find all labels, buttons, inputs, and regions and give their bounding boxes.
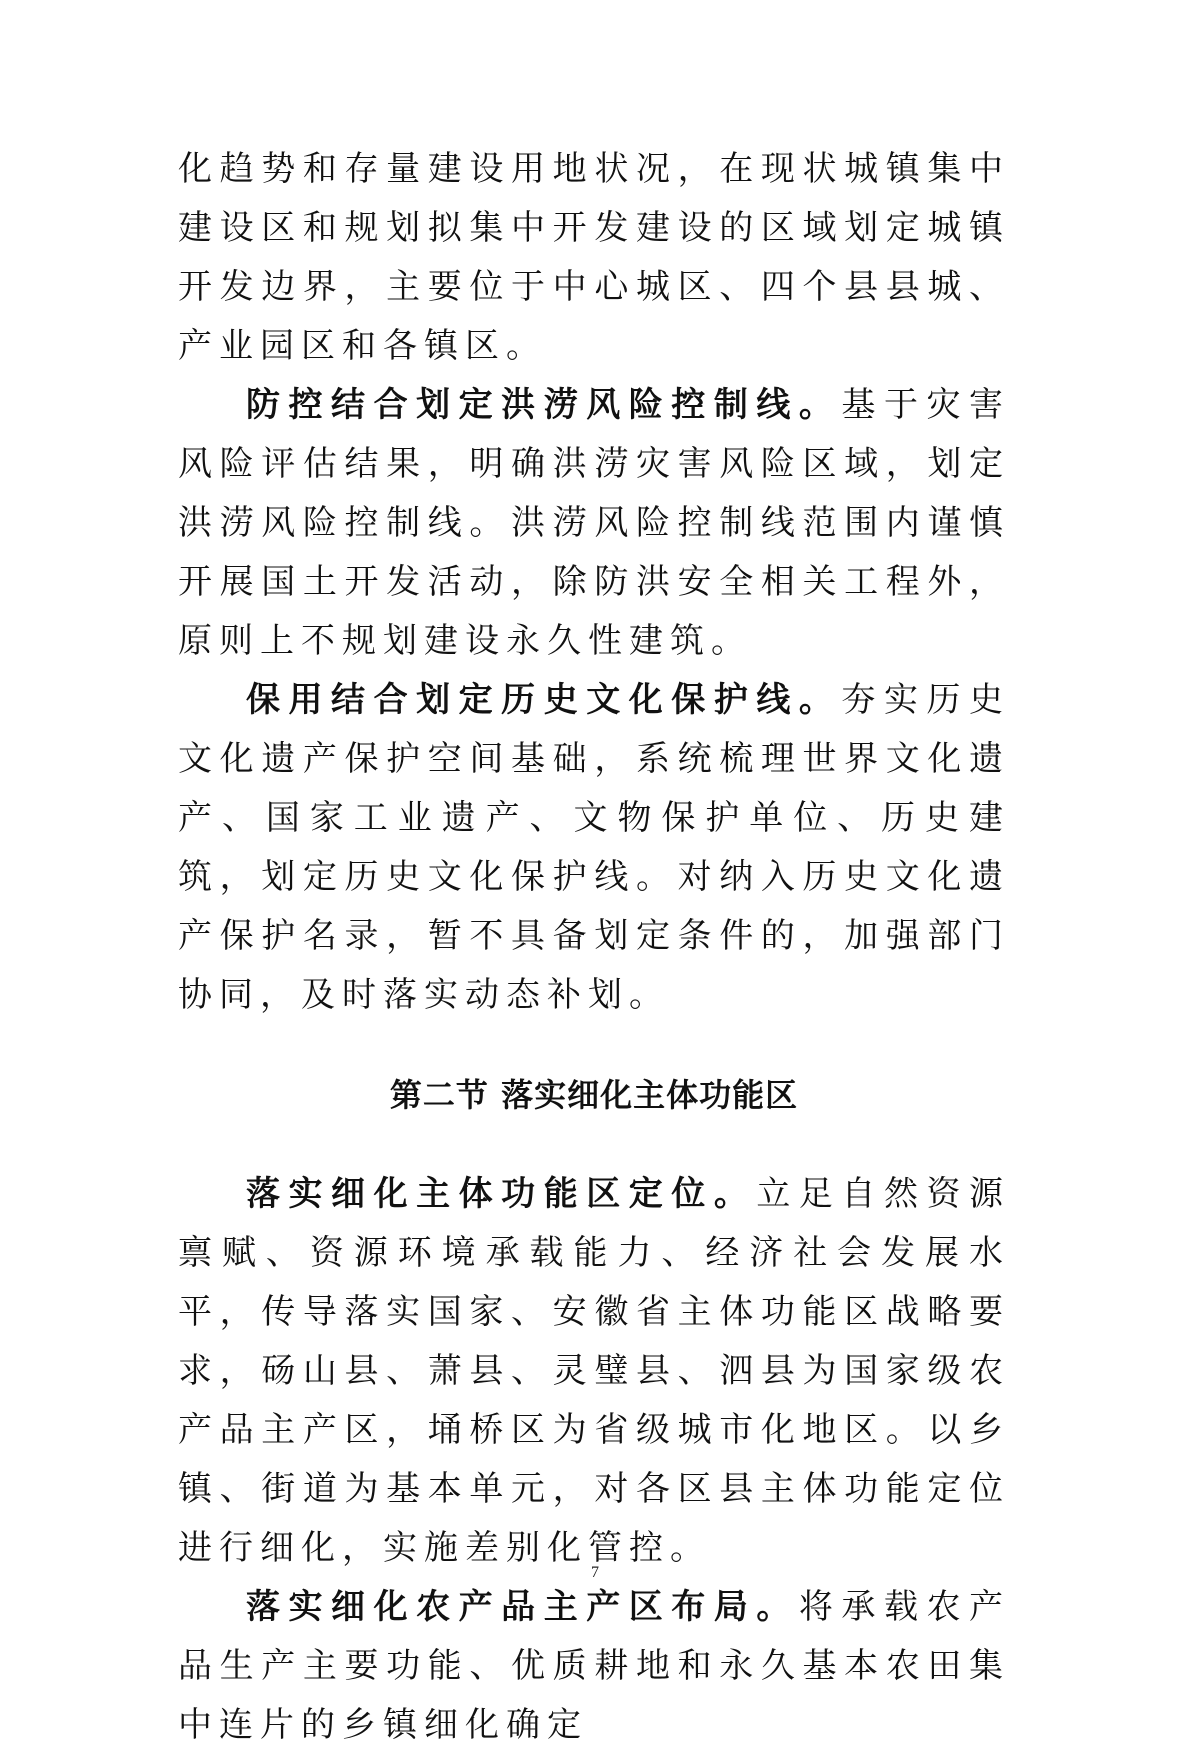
document-body (178, 140, 1010, 1755)
spacer (178, 1025, 1010, 1075)
paragraph-body: 夯实历史文化遗产保护空间基础，系统梳理世界文化遗产、国家工业遗产、文物保护单位、历史建筑，划定历史文化保护线。对纳入历史文化遗产保护名录，暂不具备划定条件的，加强部门协同，及时落实动态补划。 (178, 680, 1011, 1015)
paragraph-functional-zone-positioning (178, 1165, 1010, 1578)
paragraph-lead: 保用结合划定历史文化保护线。 (246, 680, 842, 720)
paragraph-urban-boundary-continued (178, 140, 1010, 376)
paragraph-agricultural-zone-layout (178, 1578, 1010, 1755)
paragraph-lead: 落实细化主体功能区定位。 (246, 1174, 757, 1214)
paragraph-body: 基于灾害风险评估结果，明确洪涝灾害风险区域，划定洪涝风险控制线。洪涝风险控制线范围内谨慎开展国土开发活动，除防洪安全相关工程外，原则上不规划建设永久性建筑。 (178, 385, 1011, 661)
paragraph-lead: 防控结合划定洪涝风险控制线。 (246, 385, 842, 425)
paragraph-body: 化趋势和存量建设用地状况，在现状城镇集中建设区和规划拟集中开发建设的区域划定城镇开发边界，主要位于中心城区、四个县县城、产业园区和各镇区。 (178, 149, 1010, 366)
paragraph-lead: 落实细化农产品主产区布局。 (246, 1587, 799, 1627)
paragraph-body: 立足自然资源禀赋、资源环境承载能力、经济社会发展水平，传导落实国家、安徽省主体功能区战略要求，砀山县、萧县、灵璧县、泗县为国家级农产品主产区，埇桥区为省级城市化地区。以乡镇、街道为基本单元，对各区县主体功能定位进行细化，实施差别化管控。 (178, 1174, 1011, 1568)
page-number: 7 (591, 1564, 599, 1581)
spacer (178, 1115, 1010, 1165)
paragraph-flood-risk-line (178, 376, 1010, 671)
paragraph-heritage-protection-line (178, 671, 1010, 1025)
section-heading: 第二节 落实细化主体功能区 (389, 1076, 799, 1114)
paragraph-body: 将承载农产品生产主要功能、优质耕地和永久基本农田集中连片的乡镇细化确定 (178, 1587, 1011, 1745)
